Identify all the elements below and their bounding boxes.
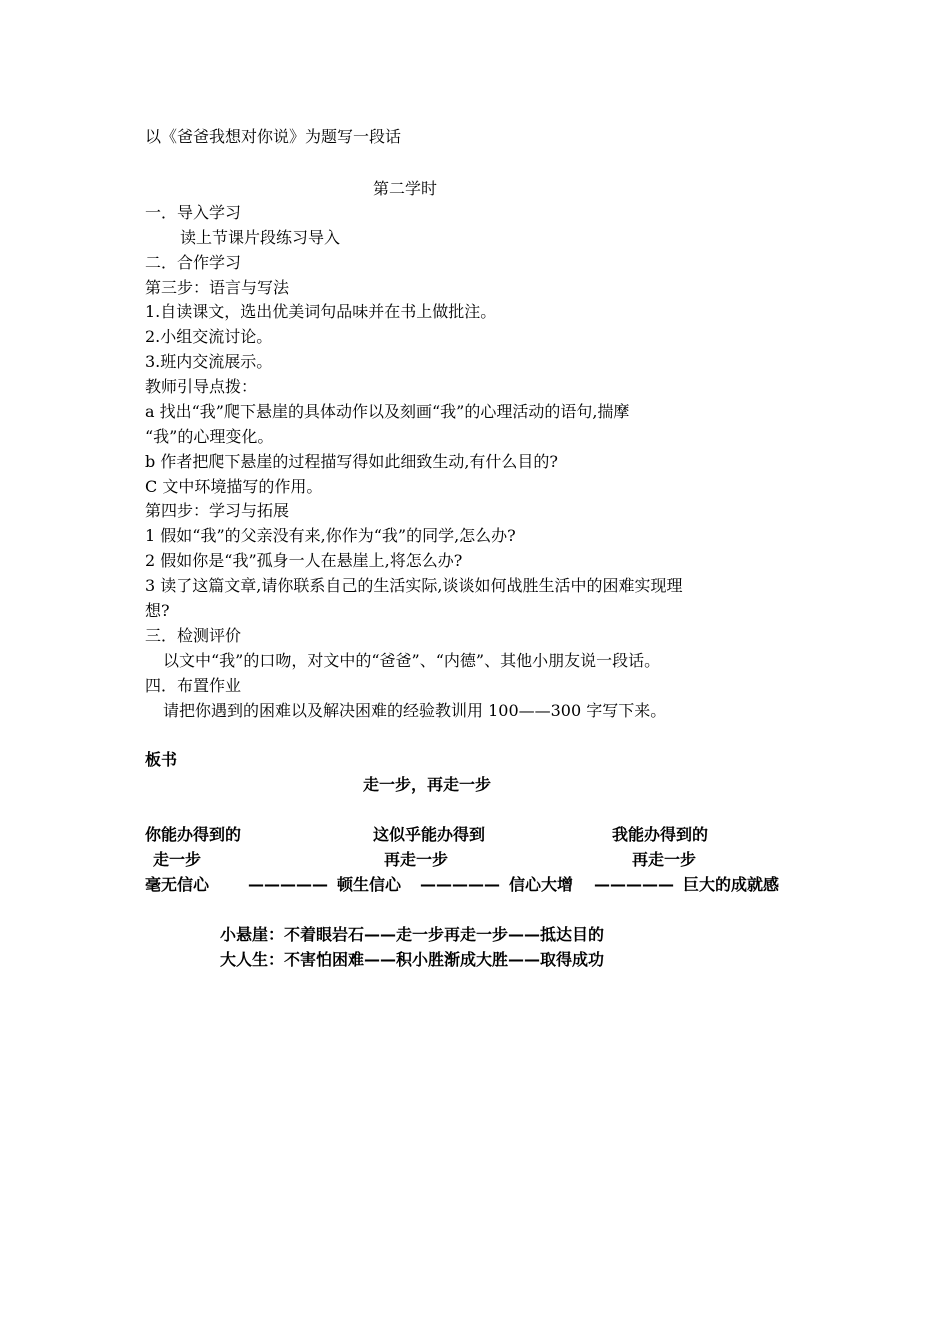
board-chain-stage: 毫无信心 (145, 875, 210, 894)
board-title: 走一步，再走一步 (363, 775, 492, 794)
step-3-item: 3.班内交流展示。 (145, 352, 273, 371)
step-4-question-3-line-2: 想? (145, 601, 170, 620)
board-col-1-top: 你能办得到的 (145, 825, 242, 844)
board-small-cliff: 小悬崖：不着眼岩石——走一步再走一步——抵达目的 (220, 925, 605, 944)
board-col-3-top: 我能办得到的 (612, 825, 709, 844)
step-3-item: 2.小组交流讨论。 (145, 327, 273, 346)
board-big-life: 大人生：不害怕困难——积小胜渐成大胜——取得成功 (220, 950, 605, 969)
section-1-title: 一．导入学习 (145, 203, 242, 222)
section-4-title: 四．布置作业 (145, 676, 242, 695)
guide-c: C 文中环境描写的作用。 (145, 477, 323, 496)
section-2-title: 二．合作学习 (145, 253, 242, 272)
step-3-title: 第三步：语言与写法 (145, 278, 290, 297)
lesson-title: 第二学时 (373, 179, 438, 198)
step-4-title: 第四步：学习与拓展 (145, 501, 290, 520)
guide-b: b 作者把爬下悬崖的过程描写得如此细致生动,有什么目的? (145, 452, 558, 471)
section-3-title: 三．检测评价 (145, 626, 242, 645)
teacher-guide-label: 教师引导点拨： (145, 377, 258, 396)
board-col-2-mid: 再走一步 (384, 850, 449, 869)
board-chain-stage: 信心大增 (509, 875, 574, 894)
step-4-question-3-line-1: 3 读了这篇文章,请你联系自己的生活实际,谈谈如何战胜生活中的困难实现理 (145, 576, 683, 595)
step-4-question-2: 2 假如你是“我”孤身一人在悬崖上,将怎么办? (145, 551, 463, 570)
board-col-3-mid: 再走一步 (632, 850, 697, 869)
board-col-1-mid: 走一步 (153, 850, 202, 869)
intro-task: 以《爸爸我想对你说》为题写一段话 (145, 127, 402, 146)
section-3-body: 以文中“我”的口吻，对文中的“爸爸”、“内德”、其他小朋友说一段话。 (163, 651, 661, 670)
board-chain-dash: ————— (248, 875, 328, 894)
board-chain-stage: 巨大的成就感 (683, 875, 780, 894)
board-chain-dash: ————— (594, 875, 674, 894)
board-label: 板书 (145, 750, 178, 769)
board-chain-dash: ————— (420, 875, 500, 894)
board-col-2-top: 这似乎能办得到 (373, 825, 486, 844)
board-chain-stage: 顿生信心 (337, 875, 402, 894)
step-4-question-1: 1 假如“我”的父亲没有来,你作为“我”的同学,怎么办? (145, 526, 516, 545)
step-3-item: 1.自读课文，选出优美词句品味并在书上做批注。 (145, 302, 497, 321)
section-4-body: 请把你遇到的困难以及解决困难的经验教训用 100——300 字写下来。 (163, 701, 667, 720)
section-1-body: 读上节课片段练习导入 (180, 228, 341, 247)
guide-a-line-1: a 找出“我”爬下悬崖的具体动作以及刻画“我”的心理活动的语句,揣摩 (145, 402, 630, 421)
guide-a-line-2: “我”的心理变化。 (145, 427, 274, 446)
